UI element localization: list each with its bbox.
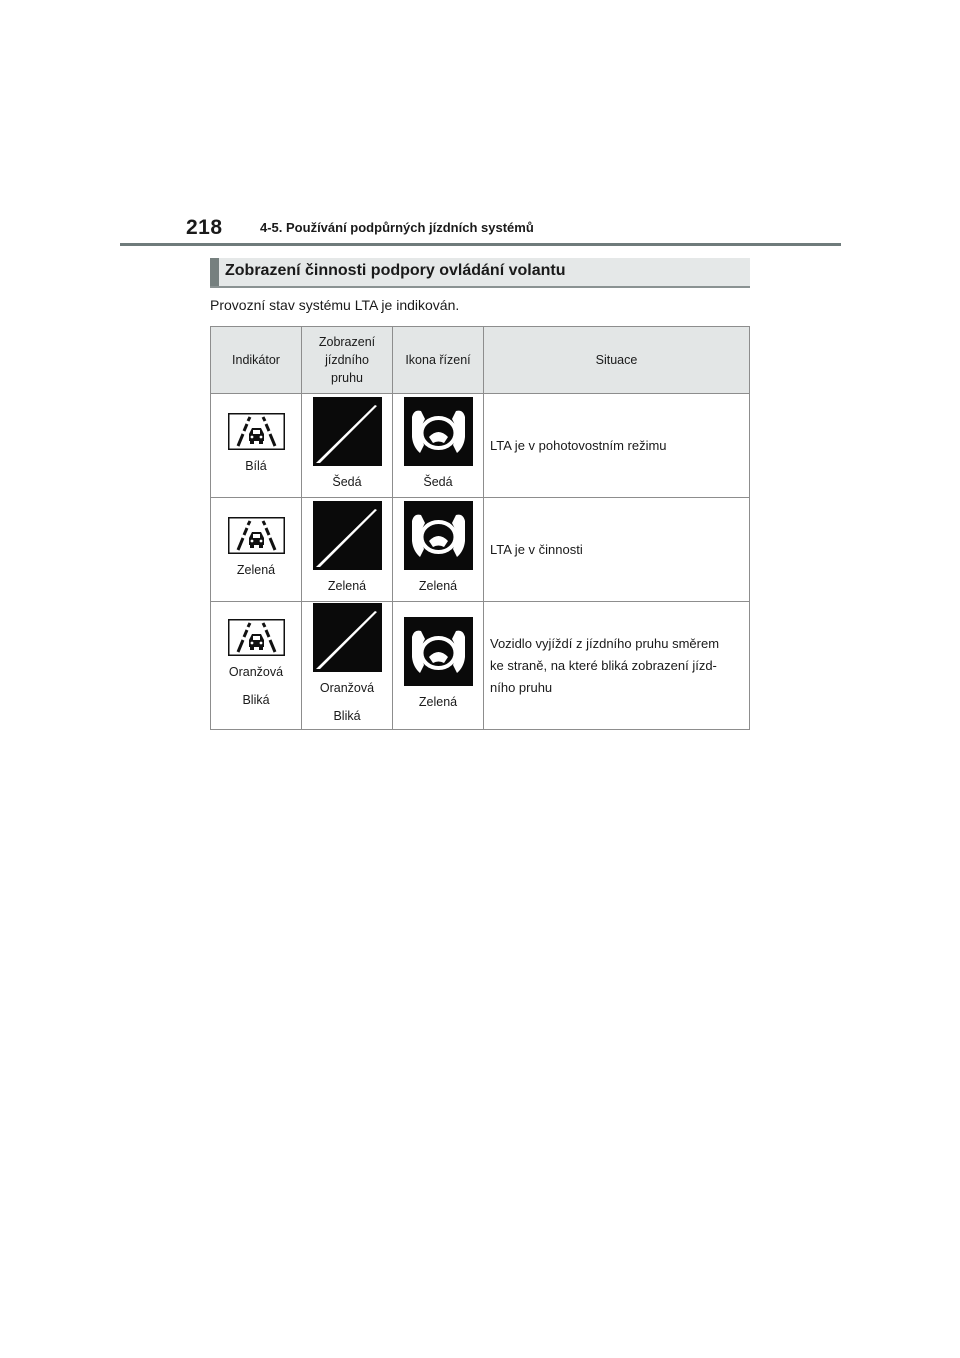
lane-keep-indicator-icon <box>228 517 285 554</box>
chapter-title: 4-5. Používání podpůrných jízdních systémů <box>260 220 534 235</box>
lta-status-table <box>210 326 750 730</box>
section-heading <box>210 258 750 288</box>
indicator-cell <box>211 602 302 730</box>
indicator-blink-label: Bliká <box>242 693 270 707</box>
section-heading-bar <box>210 258 219 286</box>
lane-line-display-icon <box>313 397 382 466</box>
header-steer-icon: Ikona řízení <box>393 327 484 394</box>
indicator-color-label: Oranžová <box>228 665 284 679</box>
situation-cell <box>484 602 750 730</box>
steer-color-label: Zelená <box>418 695 458 709</box>
section-heading-text: Zobrazení činnosti podpory ovládání volantu <box>225 262 566 279</box>
lane-line-display-icon <box>313 501 382 570</box>
header-rule <box>120 243 841 246</box>
indicator-color-label: Bílá <box>245 459 267 473</box>
indicator-cell <box>211 498 302 602</box>
header-lane-line3: pruhu <box>331 371 363 385</box>
header-indicator: Indikátor <box>211 327 302 394</box>
situation-cell: LTA je v činnosti <box>484 498 750 602</box>
header-lane-line2: jízdního <box>325 353 369 367</box>
lane-blink-label: Bliká <box>333 709 361 723</box>
header-lane-line1: Zobrazení <box>318 335 376 349</box>
steer-icon-cell <box>393 602 484 730</box>
steering-wheel-hands-icon <box>404 617 473 686</box>
table-row <box>211 498 750 602</box>
indicator-cell <box>211 394 302 498</box>
lane-color-label: Oranžová <box>319 681 375 695</box>
lane-display-cell <box>302 394 393 498</box>
indicator-color-label: Zelená <box>236 563 276 577</box>
lane-keep-indicator-icon <box>228 413 285 450</box>
table-row <box>211 394 750 498</box>
steer-icon-cell <box>393 498 484 602</box>
intro-text: Provozní stav systému LTA je indikován. <box>210 297 460 313</box>
page-number: 218 <box>186 216 223 239</box>
steer-color-label: Zelená <box>418 579 458 593</box>
situation-cell: LTA je v pohotovostním režimu <box>484 394 750 498</box>
lane-line-display-icon <box>313 603 382 672</box>
header-situation: Situace <box>484 327 750 394</box>
table-header-row <box>211 327 750 394</box>
steer-icon-cell <box>393 394 484 498</box>
header-lane-display <box>302 327 393 394</box>
table-row <box>211 602 750 730</box>
lane-color-label: Zelená <box>327 579 367 593</box>
steering-wheel-hands-icon <box>404 397 473 466</box>
steering-wheel-hands-icon <box>404 501 473 570</box>
lane-display-cell <box>302 602 393 730</box>
lane-color-label: Šedá <box>332 475 362 489</box>
steer-color-label: Šedá <box>423 475 453 489</box>
situation-line1: Vozidlo vyjíždí z jízdního pruhu směrem <box>490 635 720 651</box>
situation-line3: ního pruhu <box>490 679 553 695</box>
lane-display-cell <box>302 498 393 602</box>
lane-keep-indicator-icon <box>228 619 285 656</box>
situation-line2: ke straně, na které bliká zobrazení jízd- <box>490 657 717 673</box>
